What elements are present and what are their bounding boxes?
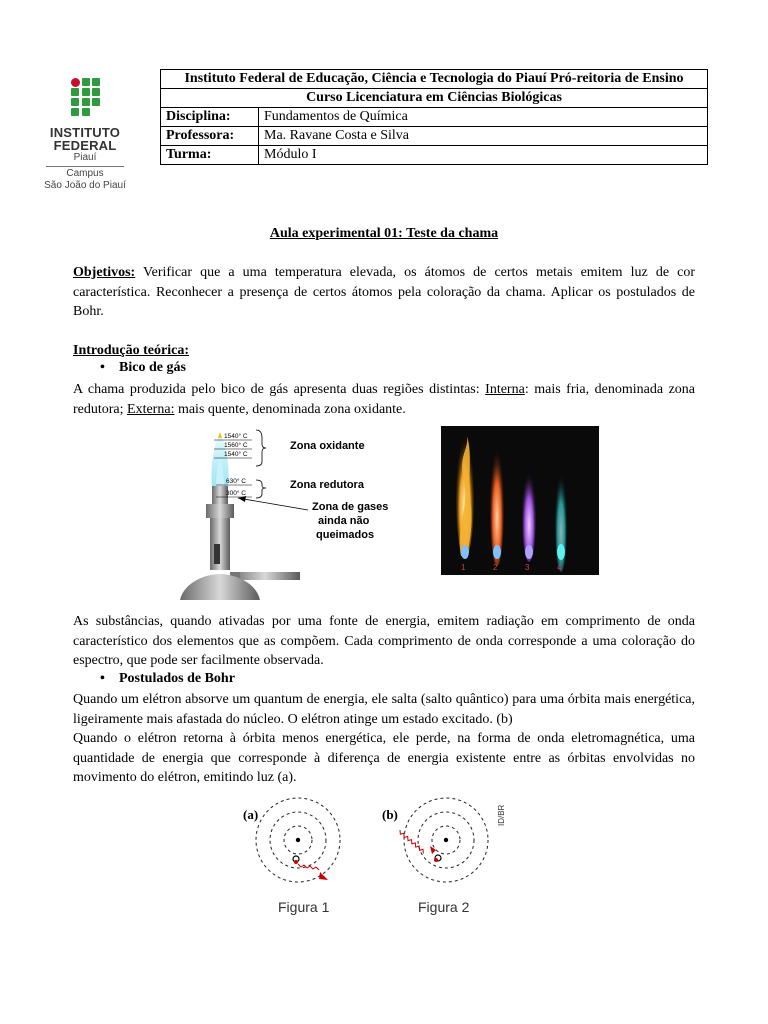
logo-text-instituto-federal: INSTITUTO FEDERAL xyxy=(49,125,121,153)
objectives-paragraph xyxy=(73,263,695,322)
class-label: Turma: xyxy=(161,146,259,165)
temp-2: 1560° C xyxy=(224,442,248,449)
figure-2-caption: Figura 2 xyxy=(418,899,470,915)
flame-regions-paragraph: A chama produzida pelo bico de gás apresenta duas regiões distintas: Interna: mais fria, denominada zona redutora; Externa: mais quente, denominada zona oxidante. xyxy=(73,382,695,417)
institution-name: Instituto Federal de Educação, Ciência e Tecnologia do Piauí Pró-reitoria de Ensino xyxy=(161,70,708,89)
flame-label-2: 2 xyxy=(493,563,498,572)
bunsen-burner-diagram xyxy=(176,424,416,600)
logo-text-piaui: Piauí xyxy=(73,152,97,163)
figure-1-photon xyxy=(298,864,319,870)
bullet-marker: • xyxy=(100,360,105,375)
objectives-label: Objetivos: xyxy=(73,265,136,280)
bullet-marker: • xyxy=(100,671,105,686)
header-table xyxy=(160,69,708,165)
substances-paragraph: As substâncias, quando ativadas por uma fonte de energia, emitem radiação em comprimento de onda característico dos elementos que as compõem. Cada comprimento de onda corresponde a uma coloração do espectro, que pode ser facilmente observada. xyxy=(73,614,695,668)
flame-label-1: 1 xyxy=(461,563,466,572)
zone-redutora-label: Zona redutora xyxy=(290,479,364,491)
flame-test-photo xyxy=(441,426,599,575)
bohr-emission-paragraph: Quando o elétron retorna à órbita menos energética, ele perde, na forma de onda eletromagnética, uma quantidade de energia que corresponde à diferença de energia existente entre as órbitas envolvidas no movimento do elétron, emitindo luz (a). xyxy=(73,731,695,785)
zone-gases-label-2: ainda não xyxy=(318,515,370,527)
class-value: Módulo I xyxy=(259,146,708,165)
discipline-label: Disciplina: xyxy=(161,108,259,127)
term-externa: Externa: xyxy=(127,401,175,417)
discipline-value: Fundamentos de Química xyxy=(259,108,708,127)
logo-divider xyxy=(46,166,124,167)
bohr-absorption-paragraph: Quando um elétron absorve um quantum de energia, ele salta (salto quântico) para uma órbita mais energética, ligeiramente mais afastada do núcleo. O elétron atinge um estado excitado. (b) xyxy=(73,692,695,727)
temp-4: 630° C xyxy=(226,478,246,485)
figure-1-nucleus xyxy=(296,838,300,842)
lesson-title: Aula experimental 01: Teste da chama xyxy=(269,226,499,241)
term-interna: Interna xyxy=(485,382,525,397)
zone-oxidante-label: Zona oxidante xyxy=(290,440,365,452)
figure-2-nucleus xyxy=(444,838,448,842)
logo-text-campus: Campus xyxy=(66,168,104,179)
temp-3: 1540° C xyxy=(224,451,248,458)
logo-text-campus-name: São João do Piauí xyxy=(44,180,126,191)
temp-1: 1540° C xyxy=(224,433,248,440)
flame-label-4: 4 xyxy=(557,563,562,572)
zone-gases-label-1: Zona de gases xyxy=(312,501,389,513)
temp-5: 300° C xyxy=(226,490,246,497)
teacher-value: Ma. Ravane Costa e Silva xyxy=(259,127,708,146)
zone-gases-label-3: queimados xyxy=(316,529,375,541)
bullet-postulados-de-bohr: • Postulados de Bohr xyxy=(73,671,235,687)
image-credit: ID/BR xyxy=(497,804,506,826)
figure-2-photon xyxy=(398,830,425,854)
burner-collar xyxy=(206,504,234,518)
figure-1-caption: Figura 1 xyxy=(278,899,330,915)
flame-label-3: 3 xyxy=(525,563,530,572)
objectives-text: Verificar que a uma temperatura elevada, os átomos de certos metais emitem luz de cor característica. Reconhecer a presença de certos átomos pela coloração da chama. Aplicar os postulados de Bohr. xyxy=(73,265,695,319)
bohr-figures xyxy=(236,796,516,920)
course-name: Curso Licenciatura em Ciências Biológicas xyxy=(161,89,708,108)
figure-b-label: (b) xyxy=(382,807,398,822)
bullet-bico-de-gas: • Bico de gás xyxy=(73,360,186,376)
teacher-label: Professora: xyxy=(161,127,259,146)
figure-a-label: (a) xyxy=(243,807,259,822)
intro-heading: Introdução teórica: xyxy=(73,343,189,358)
institution-logo xyxy=(36,76,160,196)
